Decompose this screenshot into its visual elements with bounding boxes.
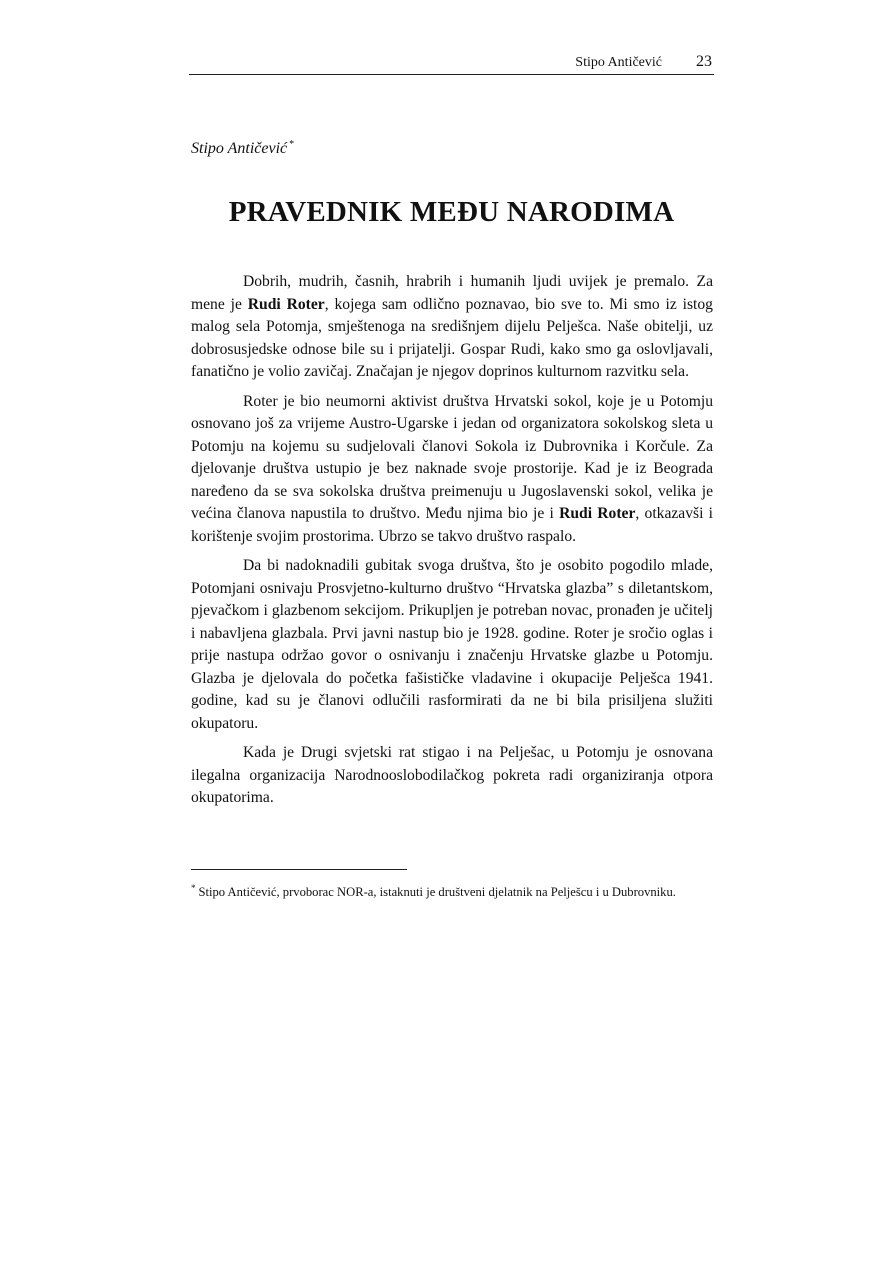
- byline-author: Stipo Antičević: [191, 140, 288, 157]
- header-author: Stipo Antičević: [575, 55, 662, 70]
- paragraph-2-text-c: , otkazavši i korištenje svojim prostorima. Ubrzo se takvo društvo raspalo.: [191, 505, 713, 545]
- paragraph-1-text-a: Dobrih, mudrih, časnih, hrabrih i humanih ljudi uvijek je premalo. Za mene je: [191, 273, 713, 313]
- name-rudi-roter: Rudi Roter: [559, 505, 636, 522]
- paragraph-2-text-a: Roter je bio neumorni aktivist društva Hrvatski sokol, koje je u Potomju osnovano još za vrijeme Austro-Ugarske i jedan od organizatora sokolskog sleta u Potomju na kojemu su sudjelovali članovi Sokola iz Dubrovnika i Korčule. Za djelovanje društva ustupio je bez naknade svoje prostorije. Kad je iz Beograda naređeno da se sva sokolska društva preimenuju u Jugoslavenski sokol, velika je većina članova napustila to društvo. Među njima bio je i: [191, 392, 713, 522]
- footnote-reference[interactable]: *: [289, 139, 295, 150]
- article-body: [191, 271, 713, 817]
- article-title: PRAVEDNIK MEĐU NARODIMA: [228, 196, 675, 228]
- running-header: [189, 52, 714, 75]
- footnote-divider: [191, 869, 407, 870]
- footnote-text: Stipo Antičević, prvoborac NOR-a, istaknuti je društveni djelatnik na Pelješcu i u Dubrovniku.: [198, 885, 676, 899]
- paragraph-2: [191, 391, 713, 549]
- paragraph-1-text-c: , kojega sam odlično poznavao, bio sve to. Mi smo iz istog malog sela Potomja, smještenoga na središnjem dijelu Pelješca. Naše obitelji, uz dobrosusjedske odnose bile su i prijatelji. Gospar Rudi, kako smo ga oslovljavali, fanatično je volio zavičaj. Značajan je njegov doprinos kulturnom razvitku sela.: [191, 295, 713, 380]
- footnote-mark: *: [191, 883, 196, 893]
- paragraph-4: Kada je Drugi svjetski rat stigao i na Pelješac, u Potomju je osnovana ilegalna organizacija Narodnooslobodilačkog pokreta radi organiziranja otpora okupatorima.: [191, 744, 713, 806]
- paragraph-1: [191, 271, 713, 384]
- byline: [191, 139, 294, 158]
- paragraph-3: Da bi nadoknadili gubitak svoga društva, što je osobito pogodilo mlade, Potomjani osnivaju Prosvjetno-kulturno društvo “Hrvatska glazba” s diletantskom, pjevačkom i glazbenom sekcijom. Prikupljen je potreban novac, pronađen je učitelj i nabavljena glazbala. Prvi javni nastup bio je 1928. godine. Roter je sročio oglas i prije nastupa održao govor o osnivanju i značenju Hrvatske glazbe u Potomju. Glazba je djelovala do početka fašističke vladavine i okupacije Pelješca 1941. godine, kad su je članovi odlučili rasformirati da ne bi bila prisiljena služiti okupatoru.: [191, 557, 713, 732]
- footnote: [191, 879, 711, 901]
- page-number: 23: [696, 53, 712, 70]
- name-rudi-roter: Rudi Roter: [247, 295, 325, 313]
